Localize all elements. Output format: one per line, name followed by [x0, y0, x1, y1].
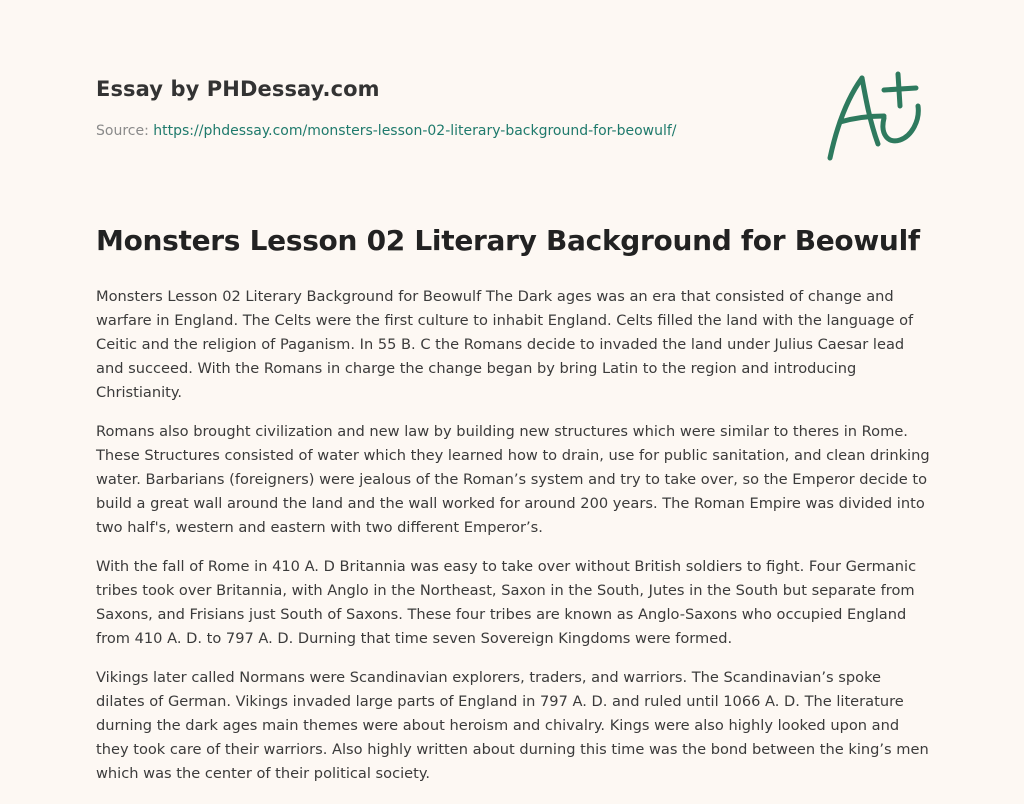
- source-label: Source:: [96, 123, 149, 139]
- essay-body: [96, 285, 930, 801]
- essay-paragraph: Vikings later called Normans were Scandinavian explorers, traders, and warriors. The Scandinavian’s spoke dilates of German. Vikings invaded large parts of England in 797 A. D. and ruled until 1066 A. D. The literature durning the dark ages main themes were about heroism and chivalry. Kings were also highly looked upon and they took care of their warriors. Also highly written about durning this time was the bond between the king’s men which was the center of their political society.: [96, 669, 929, 782]
- site-title: Essay by PHDessay.com: [96, 77, 380, 101]
- source-line: [96, 123, 677, 139]
- source-link[interactable]: https://phdessay.com/monsters-lesson-02-literary-background-for-beowulf/: [153, 123, 677, 139]
- essay-paragraph: Romans also brought civilization and new law by building new structures which were similar to theres in Rome. These Structures consisted of water which they learned how to drain, use for public sanitation, and clean drinking water. Barbarians (foreigners) were jealous of the Roman’s system and try to take over, so the Emperor decide to build a great wall around the land and the wall worked for around 200 years. The Roman Empire was divided into two half's, western and eastern with two different Emperor’s.: [96, 423, 930, 536]
- essay-paragraph: With the fall of Rome in 410 A. D Britannia was easy to take over without British soldiers to fight. Four Germanic tribes took over Britannia, with Anglo in the Northeast, Saxon in the South, Jutes in the South but separate from Saxons, and Frisians just South of Saxons. These four tribes are known as Anglo-Saxons who occupied England from 410 A. D. to 797 A. D. Durning that time seven Sovereign Kingdoms were formed.: [96, 558, 917, 647]
- essay-title: Monsters Lesson 02 Literary Background for Beowulf: [96, 224, 920, 257]
- essay-paragraph: Monsters Lesson 02 Literary Background for Beowulf The Dark ages was an era that consisted of change and warfare in England. The Celts were the first culture to inhabit England. Celts filled the land with the language of Ceitic and the religion of Paganism. In 55 B. C the Romans decide to invaded the land under Julius Caesar lead and succeed. With the Romans in charge the change began by bring Latin to the region and introducing Christianity.: [96, 288, 914, 401]
- a-plus-logo-icon: [822, 70, 926, 162]
